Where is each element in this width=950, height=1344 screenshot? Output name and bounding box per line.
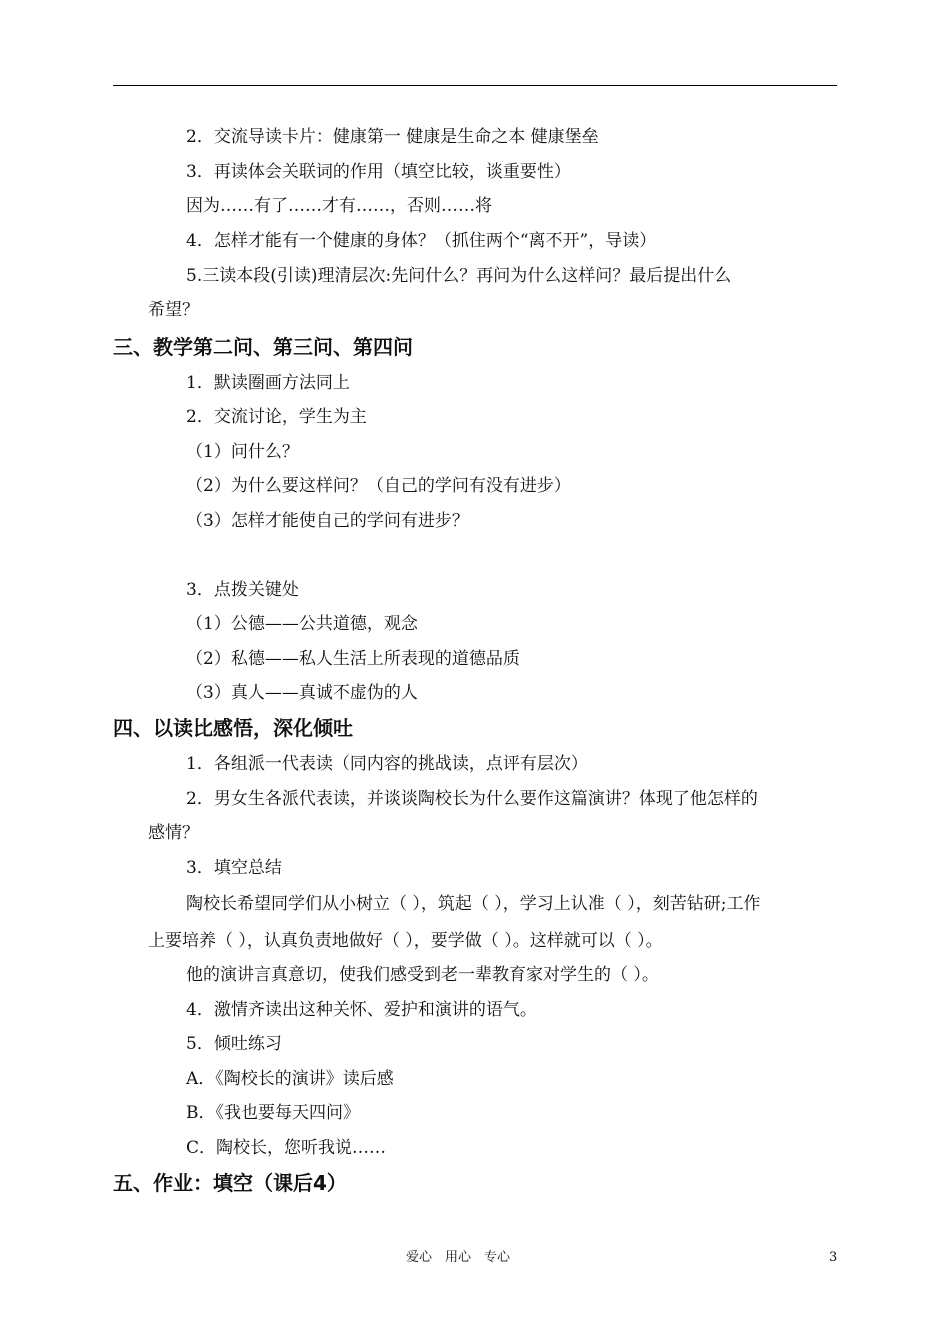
line-private-morality: （2）私德——私人生活上所表现的道德品质 (186, 649, 520, 669)
line-third-reading: 5.三读本段(引读)理清层次:先问什么？再问为什么这样问？最后提出什么 (186, 266, 732, 286)
line-reread-conjunctions: 3．再读体会关联词的作用（填空比较，谈重要性） (186, 162, 571, 182)
line-conjunction-pattern: 因为……有了……才有……，否则……将 (186, 196, 492, 216)
line-third-reading-cont: 希望？ (148, 300, 199, 320)
line-option-a: A．《陶校长的演讲》读后感 (186, 1069, 394, 1089)
line-boys-girls-reading: 2．男女生各派代表读，并谈谈陶校长为什么要作这篇演讲？体现了他怎样的 (186, 789, 758, 809)
section-heading-4: 四、以读比感悟，深化倾吐 (113, 716, 353, 740)
line-fill-sentence-2: 上要培养（ ），认真负责地做好（ ），要学做（ ）。这样就可以（ ）。 (148, 931, 663, 951)
section-heading-3: 三、教学第二问、第三问、第四问 (113, 335, 413, 359)
line-option-b: B．《我也要每天四问》 (186, 1103, 360, 1123)
line-healthy-body: 4．怎样才能有一个健康的身体？（抓住两个“离不开”，导读） (186, 231, 657, 251)
line-passionate-reading: 4．激情齐读出这种关怀、爱护和演讲的语气。 (186, 1000, 537, 1020)
line-fill-summary: 3．填空总结 (186, 858, 282, 878)
line-key-points: 3．点拨关键处 (186, 580, 299, 600)
line-q1: （1）问什么？ (186, 442, 299, 462)
line-group-reading: 1．各组派一代表读（同内容的挑战读，点评有层次） (186, 754, 588, 774)
line-true-person: （3）真人——真诚不虚伪的人 (186, 683, 418, 703)
line-fill-sentence-1: 陶校长希望同学们从小树立（ ），筑起（ ），学习上认准（ ），刻苦钻研;工作 (186, 894, 761, 914)
line-boys-girls-reading-cont: 感情？ (148, 823, 199, 843)
section-heading-5: 五、作业：填空（课后4） (113, 1171, 347, 1195)
line-exchange-cards: 2．交流导读卡片：健康第一 健康是生命之本 健康堡垒 (186, 127, 599, 147)
footer-motto: 爱心 用心 专心 (406, 1250, 511, 1265)
line-expression-practice: 5．倾吐练习 (186, 1034, 282, 1054)
page-number: 3 (829, 1250, 838, 1265)
line-q2: （2）为什么要这样问？（自己的学问有没有进步） (186, 476, 571, 496)
header-rule (113, 85, 837, 86)
line-q3: （3）怎样才能使自己的学问有进步？ (186, 511, 469, 531)
line-discussion: 2．交流讨论，学生为主 (186, 407, 367, 427)
line-silent-read: 1．默读圈画方法同上 (186, 373, 350, 393)
line-fill-sentence-3: 他的演讲言真意切，使我们感受到老一辈教育家对学生的（ ）。 (186, 965, 659, 985)
line-option-c: C．陶校长，您听我说…… (186, 1138, 387, 1158)
line-public-morality: （1）公德——公共道德，观念 (186, 614, 418, 634)
